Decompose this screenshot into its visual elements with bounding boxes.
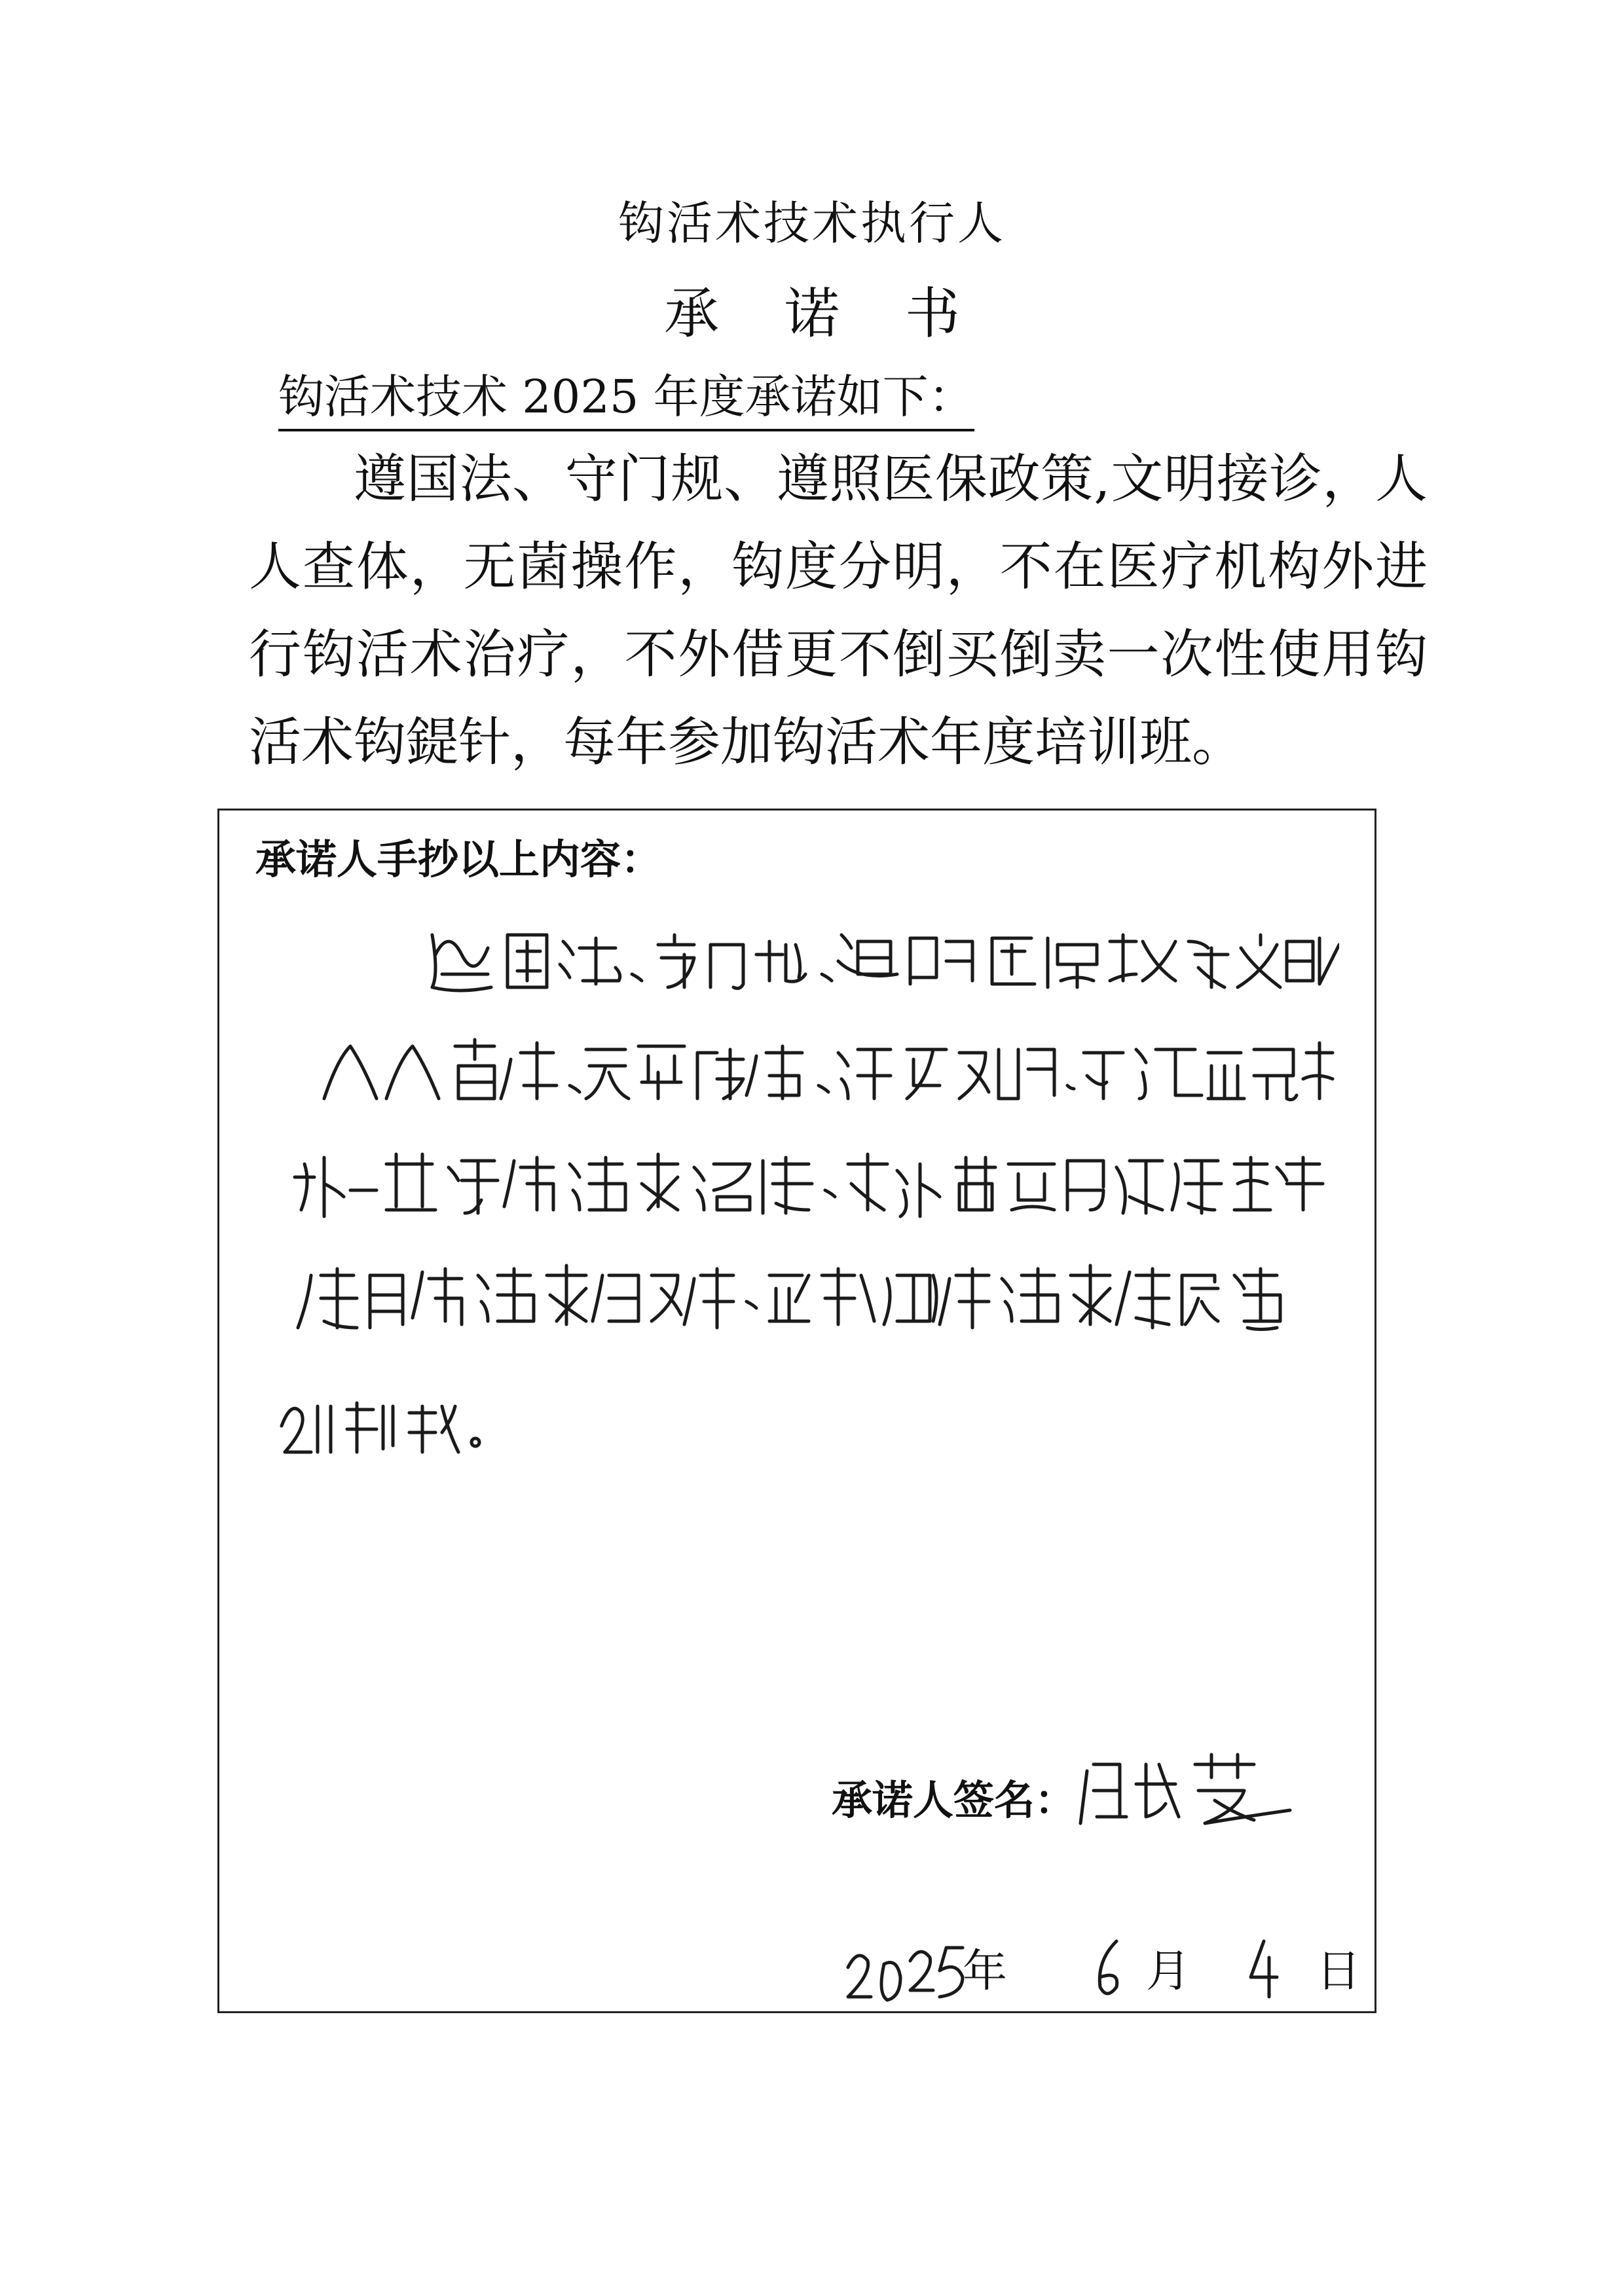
handwritten-copy-image: [265, 909, 1339, 1616]
day-unit: 日: [1316, 1946, 1361, 1997]
handwritten-day-image: [1244, 1935, 1283, 2007]
handwritten-month-image: [1090, 1935, 1130, 2007]
document-subtitle-heading: 承诺书: [663, 282, 1025, 346]
document-title: 钩活术技术执行人: [618, 196, 1006, 250]
signature-image: [1074, 1738, 1297, 1836]
commitment-intro: 钩活术技术 2025 年度承诺如下：: [278, 360, 974, 431]
date-row: [0, 1922, 1624, 2020]
handwritten-line-4: [298, 1266, 1280, 1330]
commitment-body: [249, 435, 1428, 786]
month-unit: 月: [1146, 1946, 1191, 1997]
signature-label: 承诺人签名：: [832, 1776, 1076, 1824]
handwritten-line-3: [295, 1154, 1323, 1216]
handwritten-line-5: [282, 1403, 479, 1452]
handcopy-label: 承诺人手抄以上内容：: [255, 835, 662, 883]
year-unit: 年: [963, 1946, 1008, 1997]
commitment-paragraph: 遵国法、守门规、遵照医保政策,文明接诊，人人查体，无菌操作，钩度分明，不在医疗机构外进行钩活术治疗，不外借更不倒买倒卖一次性使用钩活术钩鍉针，每年参加钩活术年度培训班。: [249, 448, 1428, 773]
handwritten-line-1: [432, 935, 1339, 991]
handwritten-line-2: [324, 1040, 1333, 1100]
